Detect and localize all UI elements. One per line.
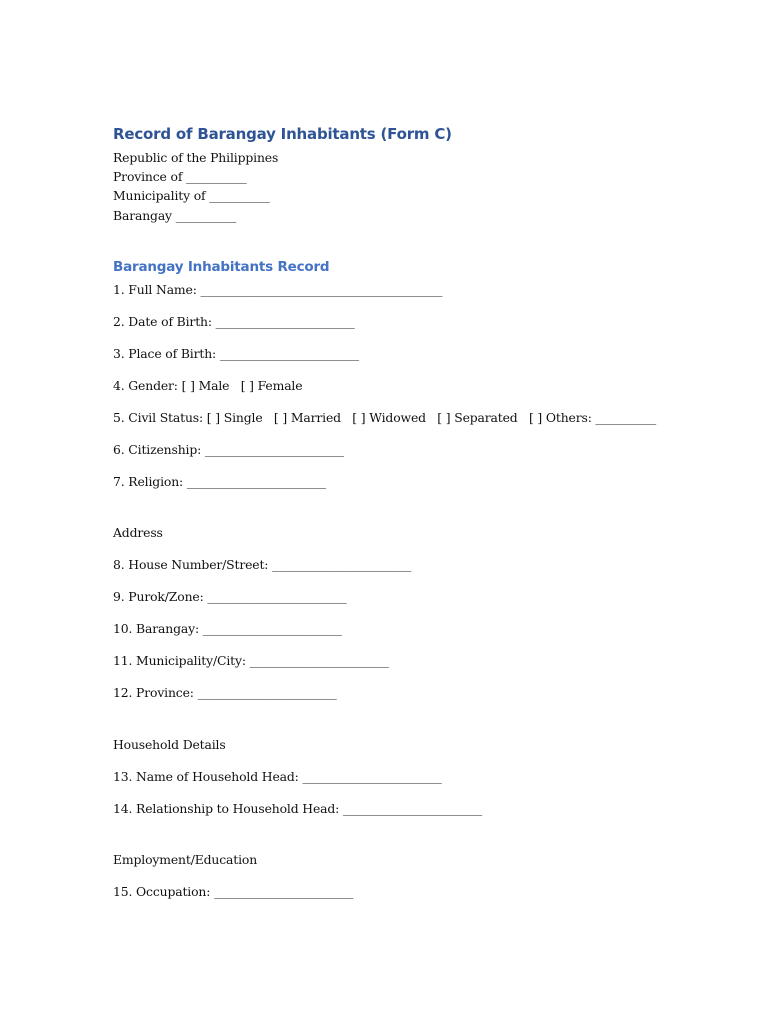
field-citizenship: 6. Citizenship: _______________________ (113, 442, 344, 457)
field-house-number-street: 8. House Number/Street: _______________________ (113, 557, 412, 572)
field-municipality-city: 11. Municipality/City: _______________________ (113, 653, 389, 668)
field-relationship-to-head: 14. Relationship to Household Head: _______________________ (113, 801, 483, 816)
employment-label: Employment/Education (113, 852, 258, 867)
field-civil-status: 5. Civil Status: [ ] Single [ ] Married [ ] Widowed [ ] Separated [ ] Others: __________ (113, 410, 656, 425)
field-barangay: 10. Barangay: _______________________ (113, 621, 342, 636)
header-barangay: Barangay __________ (113, 208, 237, 223)
field-date-of-birth: 2. Date of Birth: _______________________ (113, 314, 355, 329)
field-purok-zone: 9. Purok/Zone: _______________________ (113, 589, 347, 604)
section-title: Barangay Inhabitants Record (113, 259, 330, 275)
field-household-head-name: 13. Name of Household Head: _______________________ (113, 769, 442, 784)
header-republic: Republic of the Philippines (113, 150, 279, 165)
field-full-name: 1. Full Name: ________________________________________ (113, 282, 443, 297)
field-occupation: 15. Occupation: _______________________ (113, 884, 354, 899)
field-gender: 4. Gender: [ ] Male [ ] Female (113, 378, 303, 393)
field-religion: 7. Religion: _______________________ (113, 474, 326, 489)
header-province: Province of __________ (113, 169, 247, 184)
address-label: Address (113, 525, 163, 540)
header-municipality: Municipality of __________ (113, 188, 270, 203)
field-province: 12. Province: _______________________ (113, 685, 337, 700)
field-place-of-birth: 3. Place of Birth: _______________________ (113, 346, 359, 361)
household-label: Household Details (113, 737, 226, 752)
document-title: Record of Barangay Inhabitants (Form C) (113, 125, 452, 143)
